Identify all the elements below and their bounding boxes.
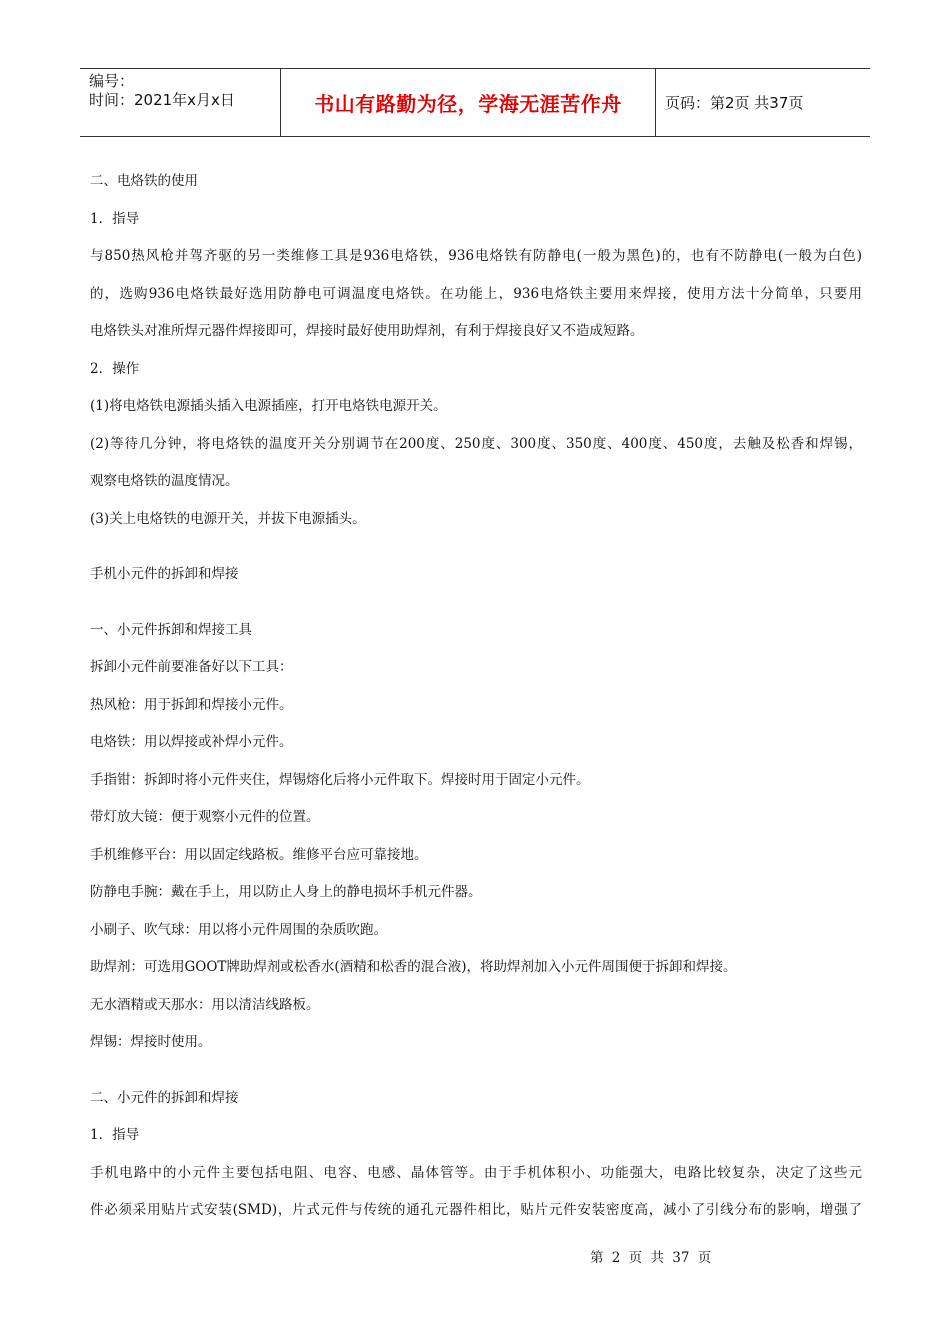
document-date-label: 时间：2021年x月x日 (89, 91, 235, 109)
chapter-heading: 手机小元件的拆卸和焊接 (90, 566, 239, 582)
subsection-heading: 1．指导 (90, 1127, 140, 1143)
header-meta (80, 69, 281, 136)
tool-item: 电烙铁：用以焊接或补焊小元件。 (90, 734, 293, 750)
tool-item: 助焊剂：可选用GOOT牌助焊剂或松香水(酒精和松香的混合液)，将助焊剂加入小元件周围便于拆卸和焊接。 (90, 959, 737, 975)
spacer (90, 543, 862, 561)
subsection-heading: 1．指导 (90, 210, 140, 227)
tool-item: 手机维修平台：用以固定线路板。维修平台应可靠接地。 (90, 846, 428, 863)
paragraph-line: 的，选购936电烙铁最好选用防静电可调温度电烙铁。在功能上，936电烙铁主要用来焊接，使用方法十分简单，只要用 (90, 285, 862, 302)
tool-item: 小刷子、吹气球：用以将小元件周围的杂质吹跑。 (90, 921, 387, 938)
tool-item: 手指钳：拆卸时将小元件夹住，焊锡熔化后将小元件取下。焊接时用于固定小元件。 (90, 771, 590, 788)
section-heading: 一、小元件拆卸和焊接工具 (90, 621, 252, 638)
header-motto: 书山有路勤为径，学海无涯苦作舟 (281, 69, 656, 136)
paragraph-line: 与850热风枪并驾齐驱的另一类维修工具是936电烙铁，936电烙铁有防静电(一般为黑色)的，也有不防静电(一般为白色) (90, 248, 862, 264)
step-line: (2)等待几分钟，将电烙铁的温度开关分别调节在200度、250度、300度、350度、400度、450度，去触及松香和焊锡， (90, 435, 862, 452)
tool-item: 焊锡：焊接时使用。 (90, 1034, 212, 1050)
document-number-label: 编号： (89, 72, 135, 90)
page-header (80, 68, 870, 137)
section-heading: 二、小元件的拆卸和焊接 (90, 1089, 239, 1106)
tool-item: 带灯放大镜：便于观察小元件的位置。 (90, 809, 320, 825)
paragraph-line: 手机电路中的小元件主要包括电阻、电容、电感、晶体管等。由于手机体积小、功能强大，电路比较复杂，决定了这些元 (90, 1164, 862, 1181)
paragraph-line: 电烙铁头对准所焊元器件焊接即可，焊接时最好使用助焊剂，有利于焊接良好又不造成短路。 (90, 323, 644, 339)
spacer (90, 599, 862, 617)
header-page-label: 页码：第2页 共37页 (665, 94, 804, 112)
step-line: 观察电烙铁的温度情况。 (90, 473, 239, 489)
step-line: (3)关上电烙铁的电源开关，并拔下电源插头。 (90, 510, 366, 527)
paragraph-line: 件必须采用贴片式安装(SMD)，片式元件与传统的通孔元器件相比，贴片元件安装密度高，减小了引线分布的影响，增强了 (90, 1202, 862, 1218)
tool-item: 无水酒精或天那水：用以清洁线路板。 (90, 996, 320, 1013)
spacer (90, 1067, 862, 1085)
tool-item: 防静电手腕：戴在手上，用以防止人身上的静电损坏手机元件器。 (90, 884, 482, 900)
page-footer: 第 2 页 共 37 页 (590, 1250, 712, 1266)
tool-item: 热风枪：用于拆卸和焊接小元件。 (90, 696, 293, 713)
paragraph-line: 拆卸小元件前要准备好以下工具： (90, 659, 293, 675)
section-heading: 二、电烙铁的使用 (90, 173, 198, 189)
step-line: (1)将电烙铁电源插头插入电源插座，打开电烙铁电源开关。 (90, 398, 447, 414)
subsection-heading: 2．操作 (90, 360, 140, 377)
document-body (90, 168, 862, 1235)
